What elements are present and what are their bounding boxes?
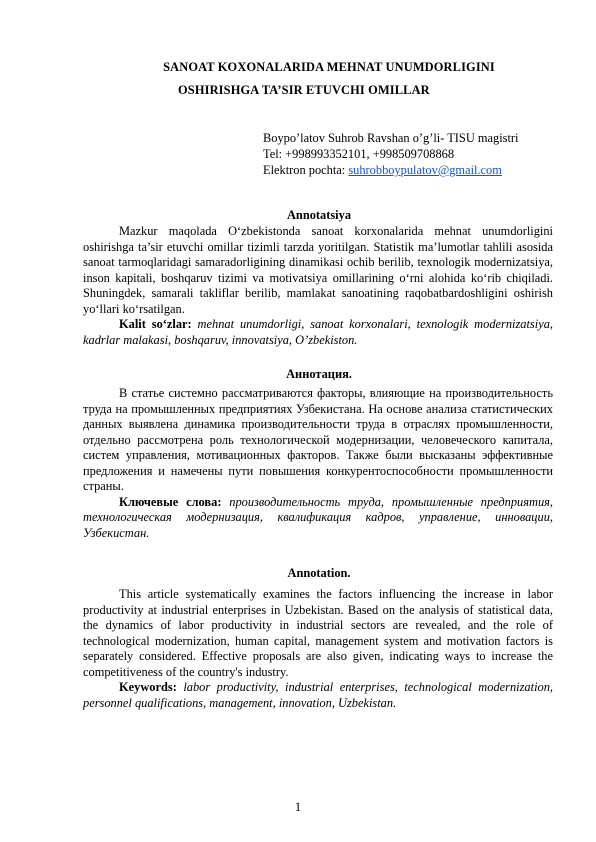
author-phone: Tel: +998993352101, +998509708868 <box>263 147 455 161</box>
uz-keywords-text: mehnat unumdorligi, sanoat korxonalari, texnologik modernizatsiya, kadrlar malakasi, boshqaruv, innovatsiya, O’zbekiston. <box>83 317 553 347</box>
author-email-line <box>263 162 502 179</box>
en-keywords-label: Keywords: <box>119 680 177 694</box>
uz-abstract <box>83 224 553 348</box>
en-abstract-body: This article systematically examines the factors influencing the increase in labor productivity at industrial enterprises in Uzbekistan. Based on the analysis of statistical data, the dynamics of labor productivity in industrial sectors are revealed, and the role of technological modernization, human capital, management system and motivation factors is separately considered. Effective proposals are also given, indicating ways to increase the competitiveness of the country's industry. <box>83 587 553 679</box>
en-keywords <box>83 680 553 711</box>
ru-abstract-body: В статье системно рассматриваются факторы, влияющие на производительность труда на промышленных предприятиях Узбекистана. На основе анализа статистических данных выявлена динамика производительности труда в отраслях промышленности, отдельно рассмотрена роль технологической модернизации, человеческого капитала, систем управления, мотивационных факторов. Также были высказаны эффективные предложения и намечены пути повышения конкурентоспособности промышленности страны. <box>83 386 553 493</box>
en-keywords-text: labor productivity, industrial enterprises, technological modernization, personnel qualifications, management, innovation, Uzbekistan. <box>83 680 553 710</box>
ru-abstract-heading: Аннотация. <box>286 367 352 381</box>
author-email-link[interactable]: suhrobboypulatov@gmail.com <box>348 163 502 177</box>
author-email-label: Elektron pochta: <box>263 163 349 177</box>
paper-title-line-1: SANOAT KOXONALARIDA MEHNAT UNUMDORLIGINI <box>163 60 495 74</box>
en-abstract-heading: Annotation. <box>287 566 351 580</box>
uz-abstract-body: Mazkur maqolada O‘zbekistonda sanoat korxonalarida mehnat unumdorligini oshirishga ta’sir etuvchi omillar tizimli tarzda yoritilgan. Statistik ma’lumotlar tahlili asosida sanoat tarmoqlaridagi samaradorligining dinamikasi ochib berilib, texnologik modernizatsiya, inson kapitali, boshqaruv tizimi va motivatsiya omillarining o‘rni alohida ko‘rib chiqiladi. Shuningdek, samarali takliflar berilib, mamlakat sanoatining raqobatbardoshligini oshirish yo‘llari ko‘rsatilgan. <box>83 224 553 316</box>
author-name: Boypo’latov Suhrob Ravshan o’g’li- TISU magistri <box>263 131 519 145</box>
uz-keywords <box>83 317 553 348</box>
paper-title-line-2: OSHIRISHGA TA’SIR ETUVCHI OMILLAR <box>178 83 430 97</box>
en-abstract <box>83 587 553 711</box>
uz-keywords-label: Kalit so‘zlar: <box>119 317 192 331</box>
ru-keywords <box>83 495 553 542</box>
uz-abstract-heading: Annotatsiya <box>286 208 352 222</box>
ru-keywords-label: Ключевые слова: <box>119 494 222 509</box>
ru-keywords-text: производительность труда, промышленные предприятия, технологическая модернизация, квалификация кадров, управление, инновации, Узбекистан. <box>83 494 554 540</box>
page-number: 1 <box>294 800 302 814</box>
ru-abstract <box>83 386 553 541</box>
